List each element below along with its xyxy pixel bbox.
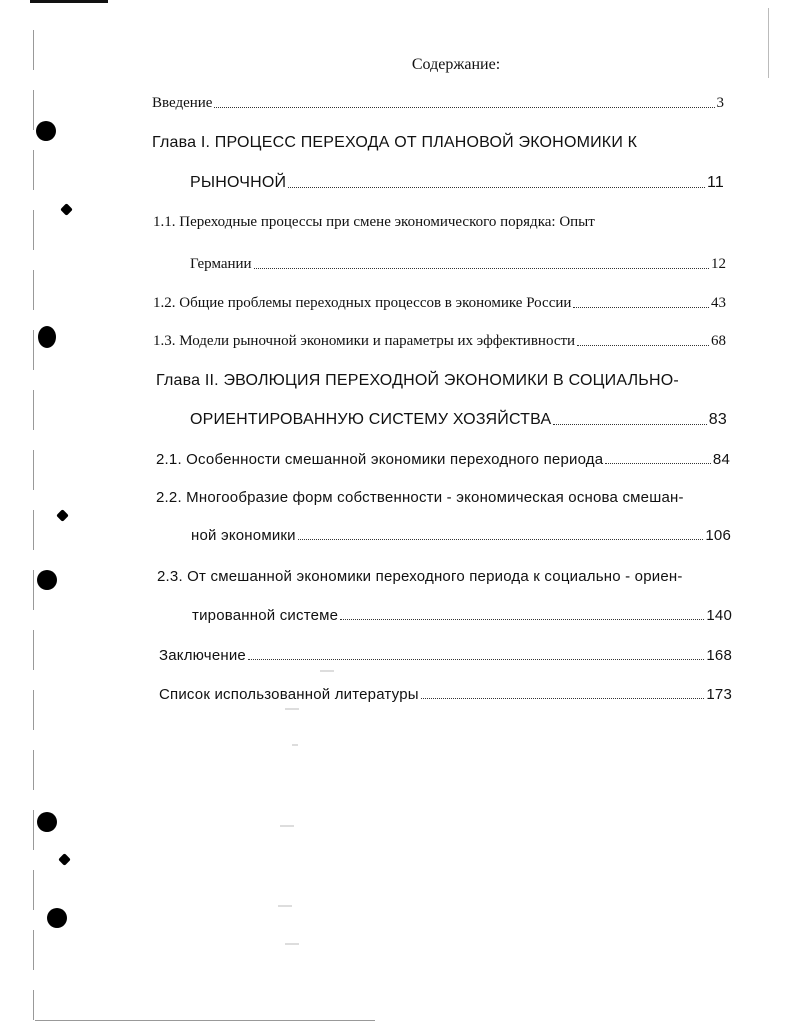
- scan-smudge: [292, 744, 298, 746]
- scan-edge-left: [33, 30, 34, 1020]
- toc-entry-1-2: [153, 295, 726, 312]
- toc-page-number: 140: [706, 607, 732, 624]
- toc-entry-title: Заключение: [159, 647, 246, 664]
- toc-page-number: 106: [705, 527, 731, 544]
- scan-edge-bottom: [35, 1020, 375, 1021]
- leader-dots: [577, 344, 709, 346]
- leader-dots: [553, 423, 706, 425]
- toc-entry-1-1: [190, 256, 726, 273]
- punch-hole: [38, 326, 56, 348]
- toc-entry-chapter-2: [190, 411, 727, 429]
- leader-dots: [605, 462, 711, 464]
- toc-page-number: 168: [706, 647, 732, 664]
- leader-dots: [298, 538, 704, 540]
- toc-entry-2-2-line1: 2.2. Многообразие форм собственности - экономическая основа смешан-: [156, 489, 684, 506]
- toc-entry-title: Германии: [190, 256, 252, 272]
- toc-entry-title: 2.1. Особенности смешанной экономики переходного периода: [156, 451, 604, 468]
- punch-hole: [36, 121, 56, 141]
- toc-entry-2-1: [156, 451, 730, 468]
- toc-entry-title: РЫНОЧНОЙ: [190, 174, 287, 191]
- toc-entry-introduction: [152, 95, 724, 112]
- toc-page-number: 43: [711, 295, 726, 311]
- leader-dots: [214, 106, 714, 108]
- toc-entry-title: Список использованной литературы: [159, 686, 419, 703]
- punch-hole: [37, 570, 57, 590]
- toc-entry-title: 1.2. Общие проблемы переходных процессов в экономике России: [153, 295, 572, 311]
- toc-entry-title: ной экономики: [191, 527, 296, 544]
- toc-page-number: 3: [716, 95, 724, 111]
- leader-dots: [340, 618, 704, 620]
- toc-entry-2-3: [192, 607, 732, 624]
- toc-entry-chapter-2-line1: Глава II. ЭВОЛЮЦИЯ ПЕРЕХОДНОЙ ЭКОНОМИКИ В СОЦИАЛЬНО-: [156, 372, 679, 389]
- toc-page-number: 12: [711, 256, 726, 272]
- toc-entry-2-2: [191, 527, 731, 544]
- scan-mark: [60, 203, 73, 216]
- leader-dots: [573, 306, 709, 308]
- leader-dots: [254, 267, 709, 269]
- toc-entry-title: Введение: [152, 95, 213, 111]
- scan-smudge: [285, 708, 299, 710]
- leader-dots: [248, 658, 704, 660]
- toc-entry-chapter-1-line1: Глава I. ПРОЦЕСС ПЕРЕХОДА ОТ ПЛАНОВОЙ ЭКОНОМИКИ К: [152, 134, 638, 151]
- toc-entry-title: ОРИЕНТИРОВАННУЮ СИСТЕМУ ХОЗЯЙСТВА: [190, 411, 552, 428]
- scan-mark: [56, 509, 69, 522]
- toc-entry-conclusion: [159, 647, 732, 664]
- toc-entry-title: тированной системе: [192, 607, 339, 624]
- toc-page-number: 11: [706, 174, 724, 191]
- toc-heading: Содержание:: [411, 56, 501, 73]
- toc-entry-bibliography: [159, 686, 732, 703]
- leader-dots: [288, 186, 705, 188]
- toc-entry-chapter-1: [190, 174, 724, 192]
- toc-page-number: 173: [706, 686, 732, 703]
- scan-smudge: [278, 905, 292, 907]
- punch-hole: [47, 908, 67, 928]
- scan-mark: [58, 853, 71, 866]
- toc-entry-1-1-line1: 1.1. Переходные процессы при смене экономического порядка: Опыт: [153, 214, 595, 230]
- scan-smudge: [280, 825, 294, 827]
- scan-smudge: [285, 943, 299, 945]
- toc-entry-1-3: [153, 333, 726, 350]
- toc-page-number: 84: [712, 451, 730, 468]
- punch-hole: [37, 812, 57, 832]
- toc-entry-2-3-line1: 2.3. От смешанной экономики переходного периода к социально - ориен-: [157, 568, 683, 585]
- toc-entry-title: 1.3. Модели рыночной экономики и параметры их эффективности: [153, 333, 576, 349]
- scan-smudge: [320, 670, 334, 672]
- toc-page-number: 68: [711, 333, 726, 349]
- leader-dots: [421, 697, 705, 699]
- toc-page-number: 83: [708, 411, 727, 428]
- scan-edge-top: [30, 0, 108, 3]
